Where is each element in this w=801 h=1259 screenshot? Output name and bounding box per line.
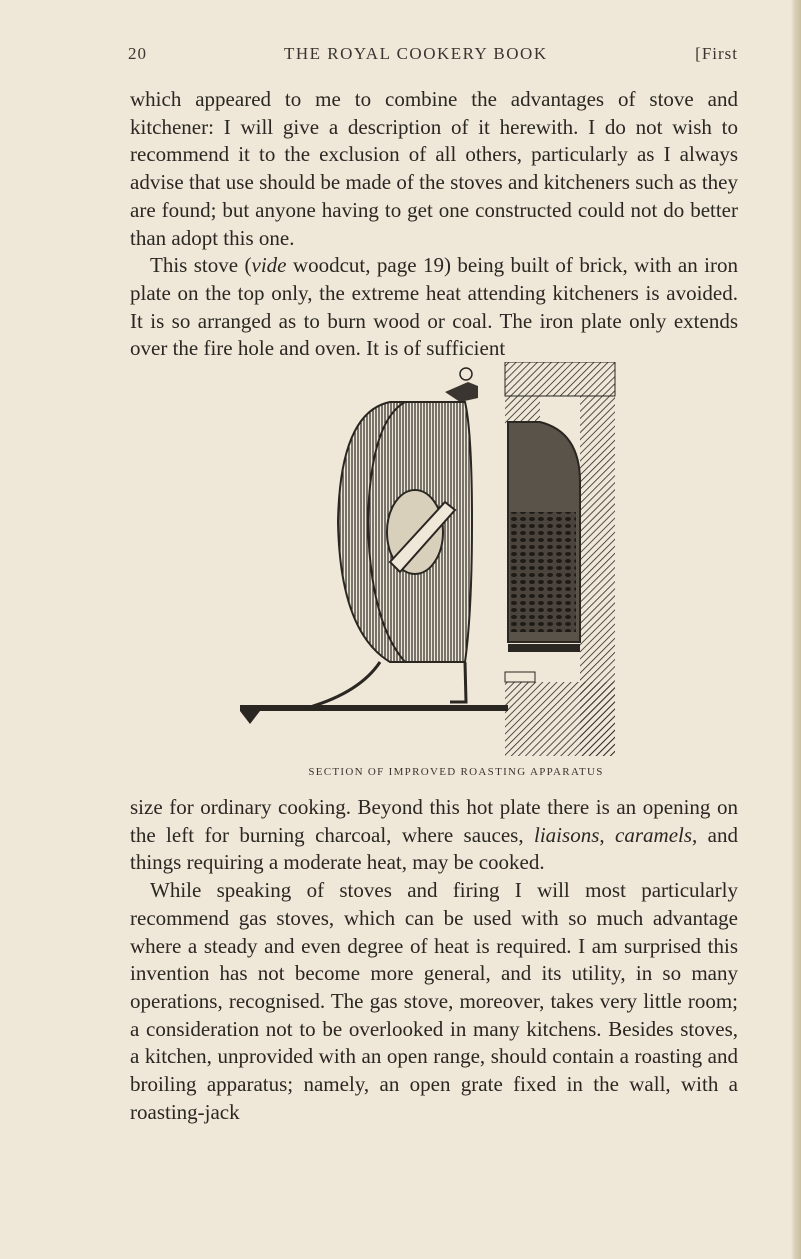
vide-italic: vide [251,253,287,278]
comma-separator: , [599,822,616,847]
paragraph-gas-stoves: While speaking of stoves and firing I will most particularly recommend gas stoves, which can be used with so much advantage where a steady and even degree of heat is required. I am surprised this invention has not become more general, and its utility, in so many operations, recognised. The gas stove, moreover, takes very little room; a consideration not to be overlooked in many kitchens. Besides stoves, a kitchen, unprovided with an open range, should contain a roasting and broiling apparatus; namely, an open grate fixed in the wall, with a roasting-jack [130,878,738,1124]
page-edge [791,0,801,1259]
paragraph-continued: which appeared to me to combine the advantages of stove and kitchener: I will give a description of it herewith. I do not wish to recommend it to the exclusion of all others, particularly as I always advise that use should be made of the stoves and kitcheners such as they are found; but anyone having to get one constructed could not do better than adopt this one. [130,87,738,250]
figure-caption: SECTION OF IMPROVED ROASTING APPARATUS [308,766,604,778]
paragraph-hotplate [130,794,738,877]
text-block-bottom [130,794,738,1126]
caramels-italic: caramels [615,822,693,847]
page-number: 20 [128,44,147,63]
paragraph-stove-text-2: woodcut, page 19) being built of brick, with an iron plate on the top only, the extreme heat attending kitcheners is avoided. It is so arranged as to burn wood or coal. The iron plate only extends over the fire hole and oven. It is of sufficient [130,253,738,361]
paragraph-stove [130,252,738,363]
paragraph-hotplate-text-1: size for ordinary cooking. Beyond this hot plate there is an opening on the left for burning charcoal, where sauces, [130,795,738,847]
running-title: THE ROYAL COOKERY BOOK [284,44,548,63]
text-block-top [130,86,738,363]
section-marker: [First [695,44,738,63]
paragraph-stove-text-1: This stove ( [150,253,252,278]
page-header [128,44,738,74]
liaisons-italic: liaisons [534,822,600,847]
roasting-apparatus-woodcut [240,362,620,760]
paragraph-hotplate-text-2: , and things requiring a moderate heat, may be cooked. [130,822,739,875]
